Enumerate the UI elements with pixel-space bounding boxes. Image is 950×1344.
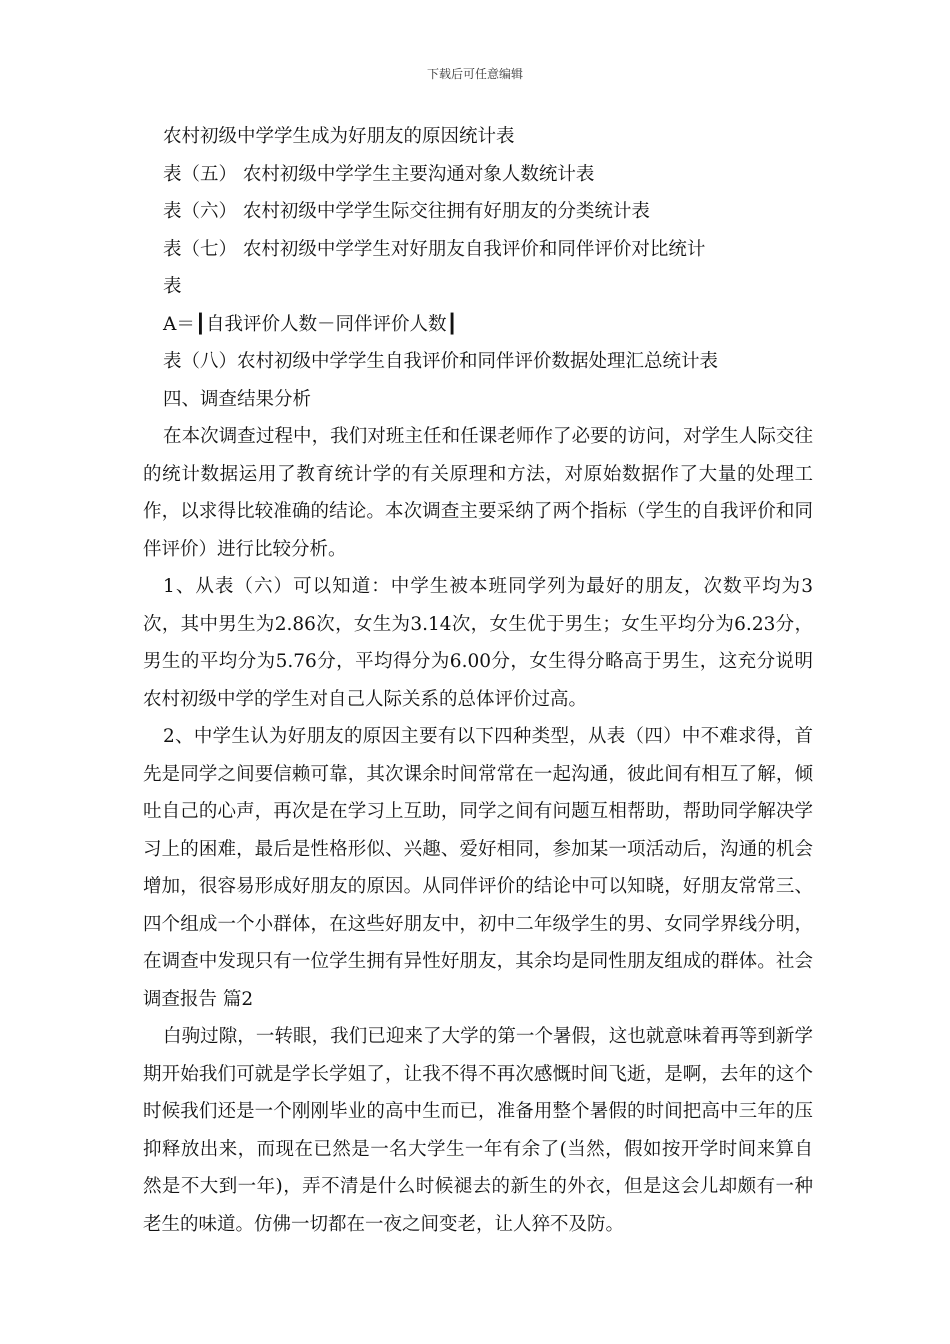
table-caption-5: 表（五） 农村初级中学学生主要沟通对象人数统计表 bbox=[163, 163, 595, 185]
formula-line: A＝┃自我评价人数－同伴评价人数┃ bbox=[163, 313, 458, 335]
table-caption-7: 表（七） 农村初级中学学生对好朋友自我评价和同伴评价对比统计 bbox=[163, 238, 706, 260]
section-heading: 四、调查结果分析 bbox=[163, 388, 312, 410]
table-caption-6: 表（六） 农村初级中学学生际交往拥有好朋友的分类统计表 bbox=[163, 201, 650, 222]
paragraph-finding-1: 1、从表（六）可以知道：中学生被本班同学列为最好的朋友，次数平均为3次，其中男生为2.86次，女生为3.14次，女生优于男生；女生平均分为6.23分，男生的平均分为5.76分，平均得分为6.00分，女生得分略高于男生，这充分说明农村初级中学的学生对自己人际关系的总体评价过高。 bbox=[143, 576, 813, 710]
table-caption-7-continued: 表 bbox=[163, 276, 182, 297]
page-header: 下载后可任意编辑 bbox=[426, 67, 523, 81]
table-caption-8: 表（八）农村初级中学学生自我评价和同伴评价数据处理汇总统计表 bbox=[163, 351, 719, 372]
document-body bbox=[143, 118, 813, 1243]
table-caption-reasons: 农村初级中学学生成为好朋友的原因统计表 bbox=[163, 126, 515, 147]
paragraph-report-2: 白驹过隙，一转眼，我们已迎来了大学的第一个暑假，这也就意味着再等到新学期开始我们可就是学长学姐了，让我不得不再次感慨时间飞逝，是啊，去年的这个时候我们还是一个刚刚毕业的高中生而已，准备用整个暑假的时间把高中三年的压抑释放出来，而现在已然是一名大学生一年有余了(当然，假如按开学时间来算自然是不大到一年)，弄不清是什么时候褪去的新生的外衣，但是这会儿却颇有一种老生的味道。仿佛一切都在一夜之间变老，让人猝不及防。 bbox=[143, 1026, 813, 1235]
paragraph-intro: 在本次调查过程中，我们对班主任和任课老师作了必要的访问，对学生人际交往的统计数据运用了教育统计学的有关原理和方法，对原始数据作了大量的处理工作，以求得比较准确的结论。本次调查主要采纳了两个指标（学生的自我评价和同伴评价）进行比较分析。 bbox=[143, 426, 813, 560]
paragraph-finding-2: 2、中学生认为好朋友的原因主要有以下四种类型，从表（四）中不难求得，首先是同学之间要信赖可靠，其次课余时间常常在一起沟通，彼此间有相互了解，倾吐自己的心声，再次是在学习上互助，同学之间有问题互相帮助，帮助同学解决学习上的困难，最后是性格形似、兴趣、爱好相同，参加某一项活动后，沟通的机会增加，很容易形成好朋友的原因。从同伴评价的结论中可以知晓，好朋友常常三、四个组成一个小群体，在这些好朋友中，初中二年级学生的男、女同学界线分明，在调查中发现只有一位学生拥有异性好朋友，其余均是同性朋友组成的群体。社会调查报告 篇2 bbox=[143, 726, 813, 1010]
